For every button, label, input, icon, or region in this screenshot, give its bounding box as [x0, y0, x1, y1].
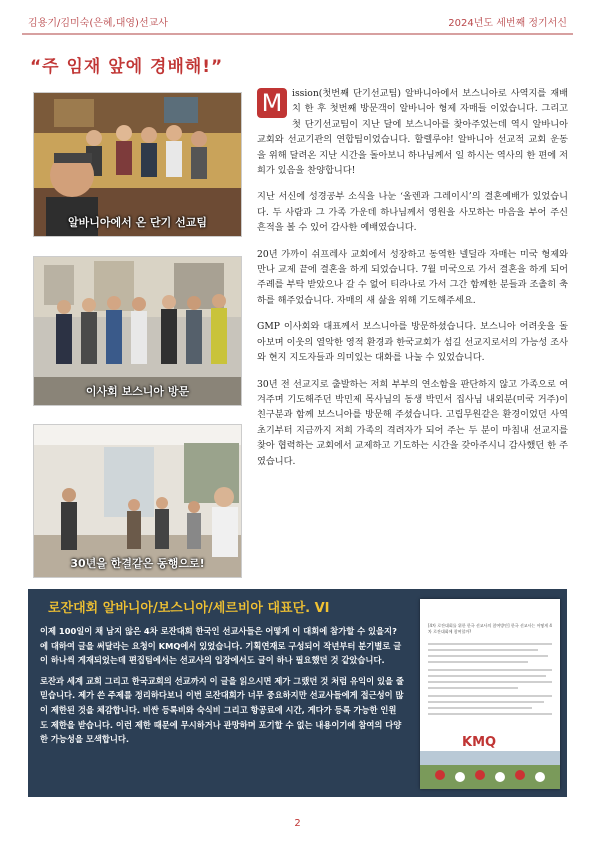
- article-paragraph: 30년 전 선교지로 출발하는 저희 부부의 연소함을 판단하지 않고 가족으로 여겨주며 기도해주던 박민제 목사님의 동생 박민서 집사님 내외분(미국 거주)이 친구분과 함께 보스니아를 방문해 주셨습니다. 고립무원같은 환경이었던 사역 초기부터 지금까지 저희 가족의 격려자가 되어 주는 두 분이 마침내 선교지를 찾아 협력하는 교회에서 교제하고 기도하는 시간을 갖아주시니 감사했던 한 주였습니다.: [257, 378, 568, 467]
- kmq-logo: KMQ: [462, 735, 497, 750]
- photo-30-years: [33, 424, 242, 578]
- thumbnail-text-line: [428, 675, 546, 677]
- photo-caption: 이사회 보스니아 방문: [85, 385, 190, 398]
- thumbnail-text-line: [428, 643, 552, 645]
- thumbnail-text-line: [428, 661, 528, 663]
- kmq-article-thumbnail: [420, 599, 560, 789]
- article-paragraph-text: ission(첫번째 단기선교팀) 알바니아에서 보스니아로 사역지를 재배치 한 후 첫번째 방문객이 알바니아 형제 자매들 이었습니다. 그리고 첫 단기선교팀이 지난 달에 보스니아를 찾아주었는데 역시 알바니아 교회와 선교기관의 연합팀이었습니다. 할렐루야! 알바니아 선교적 교회 운동을 위해 달려온 지난 시간을 돌아보니 하나님께서 일 하시는 역사의 한 편에 저희가 있음을 찬양합니다!: [257, 88, 568, 177]
- photo-short-term-team: [33, 92, 242, 237]
- header-right-text: 2024년도 세번째 정기서신: [448, 17, 567, 29]
- thumbnail-text-line: [428, 707, 532, 709]
- lausanne-info-box: [28, 589, 567, 797]
- page-title: “주 임재 앞에 경배해!”: [30, 57, 224, 77]
- article-paragraph: 20년 가까이 쉬프레사 교회에서 성장하고 동역한 넬딜라 자매는 미국 형제와 만나 교제 끝에 결혼을 하게 되었습니다. 7월 미국으로 가서 결혼을 하게 되어 주례를 부탁 받았으나 갈 수 없어 티라나로 가서 그간 함께한 분들과 조촐히 축하를 해주었습니다. 자매의 새 삶을 위해 기도해주세요.: [257, 248, 568, 306]
- box-paragraph: 이제 100일이 채 남지 않은 4차 로잔대회 한국인 선교사들은 어떻게 이 대회에 참가할 수 있을지? 에 대하여 글을 써달라는 요청이 KMQ에서 있었습니다. 기획연재로 구성되어 작년부터 분기별로 글이 하나씩 게재되었는데 편집팀에서는 선교사의 입장에서도 글이 하나 필요했던 것 같았습니다.: [40, 626, 402, 666]
- photo-caption: 알바니아에서 온 단기 선교팀: [68, 216, 207, 229]
- photo-board-visit: [33, 256, 242, 406]
- thumbnail-text-line: [428, 713, 552, 715]
- thumbnail-heading: [4차 로잔대회를 위한 한국 선교사의 참여방안] 한국 선교사는 어떻게 4차 로잔대회에 참여할까?: [428, 623, 552, 634]
- box-title: 로잔대회 알바니아/보스니아/세르비아 대표단. VI: [48, 601, 330, 616]
- box-paragraph: 로잔과 세계 교회 그리고 한국교회의 선교까지 이 글을 읽으시면 제가 그랬던 것 처럼 유익이 있을 줄 믿습니다. 제가 쓴 주제를 정리하다보니 이번 로잔대회가 너무 중요하지만 선교사들에게 접근성이 많이 제한된 것을 체감합니다. 비싼 등록비와 숙식비 그리고 항공료에 시간, 게다가 등록 가능한 인원도 제한을 받습니다. 이런 제한 때문에 무시하거나 관망하며 포기할 수 없는 내용이기에 참여의 다양한 가능성을 모색합니다.: [40, 675, 404, 745]
- thumbnail-text-line: [428, 669, 552, 671]
- thumbnail-text-line: [428, 655, 548, 657]
- article-paragraph: [257, 86, 568, 178]
- article-paragraph: 지난 서신에 성경공부 소식을 나눈 ‘올렌과 그레이시’의 결혼예배가 있었습니다. 두 사람과 그 가족 가운데 하나님께서 영원을 사모하는 마음을 부어 주신 흔적을 볼 수 있어 감사한 예배였습니다.: [257, 191, 568, 234]
- thumbnail-text-line: [428, 649, 538, 651]
- box-text: [40, 624, 404, 753]
- thumbnail-text-line: [428, 687, 518, 689]
- drop-cap: M: [257, 88, 287, 118]
- thumbnail-text-line: [428, 695, 552, 697]
- photo-caption: 30년을 한결같은 동행으로!: [70, 557, 205, 570]
- thumbnail-photo: [420, 751, 560, 789]
- page-number: 2: [294, 818, 301, 829]
- newsletter-article: [257, 86, 568, 480]
- header-left-text: 김용기/김미숙(은혜,대영)선교사: [28, 17, 168, 29]
- header-divider: [22, 33, 573, 35]
- thumbnail-text-line: [428, 681, 552, 683]
- thumbnail-text-line: [428, 701, 544, 703]
- article-paragraph: GMP 이사회와 대표께서 보스니아를 방문하셨습니다. 보스니아 어려웃을 돌아보며 이웃의 열악한 영적 환경과 한국교회가 섬길 선교지로서의 가능성 조사와 현지 지도자들과 의미있는 대화를 나눌 수 있었습니다.: [257, 321, 568, 364]
- page-header: [28, 10, 567, 32]
